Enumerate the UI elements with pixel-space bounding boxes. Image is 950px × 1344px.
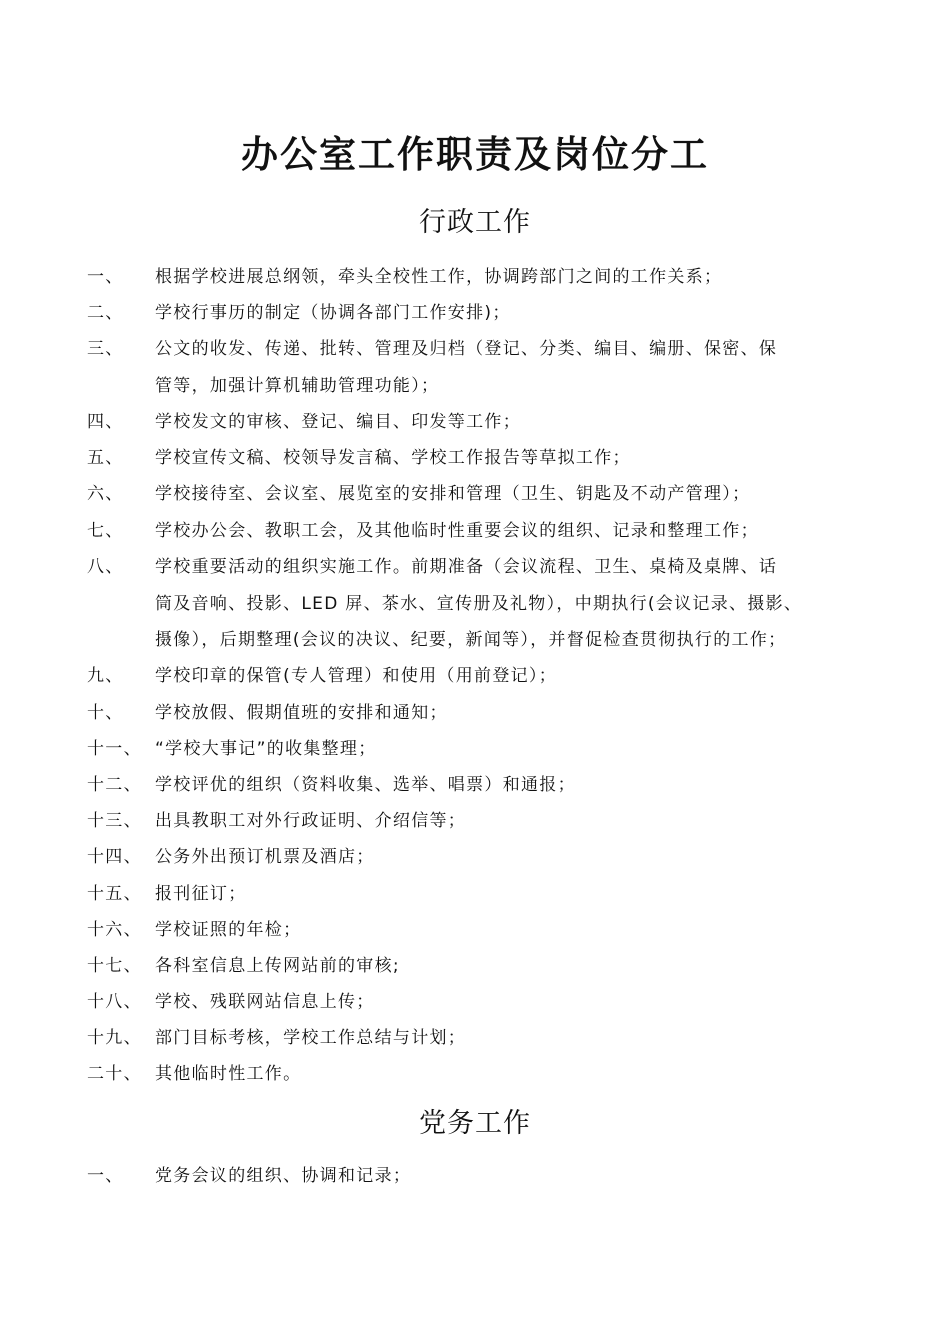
item-text: 部门目标考核，学校工作总结与计划； [155,1028,467,1048]
item-text: 公务外出预订机票及酒店； [155,847,375,867]
item-number: 十七、 [87,956,142,976]
section-heading-party: 党务工作 [419,1108,531,1139]
item-text: 党务会议的组织、协调和记录； [155,1166,412,1186]
item-number: 九、 [87,666,124,686]
item-text: 学校发文的审核、登记、编目、印发等工作； [155,412,521,432]
item-text: 各科室信息上传网站前的审核; [155,956,400,976]
item-number: 十六、 [87,920,142,940]
item-number: 四、 [87,412,124,432]
item-number: 十八、 [87,992,142,1012]
item-text: 学校行事历的制定（协调各部门工作安排)； [155,303,511,323]
item-text: 出具教职工对外行政证明、介绍信等； [155,811,467,831]
item-text: 学校、残联网站信息上传； [155,992,375,1012]
item-number: 十九、 [87,1028,142,1048]
document-title: 办公室工作职责及岗位分工 [241,132,709,176]
item-text: 学校办公会、教职工会，及其他临时性重要会议的组织、记录和整理工作； [155,521,759,541]
item-number: 五、 [87,448,124,468]
item-text: 学校宣传文稿、校领导发言稿、学校工作报告等草拟工作； [155,448,631,468]
item-number: 十二、 [87,775,142,795]
item-text: 学校接待室、会议室、展览室的安排和管理（卫生、钥匙及不动产管理）； [155,484,751,504]
item-number: 八、 [87,557,124,577]
item-number: 七、 [87,521,124,541]
item-number: 十四、 [87,847,142,867]
item-number: 六、 [87,484,124,504]
item-text: 学校重要活动的组织实施工作。前期准备（会议流程、卫生、桌椅及桌牌、话 筒及音响、投影、LED 屏、茶水、宣传册及礼物），中期执行(会议记录、摄影、 摄像），后期整理(会议的决议、纪要，新闻等），并督促检查贯彻执行的工作； [155,557,803,650]
item-number: 三、 [87,339,124,359]
item-text: 其他临时性工作。 [155,1064,302,1084]
item-text: 学校放假、假期值班的安排和通知； [155,703,448,723]
item-text: 学校证照的年检； [155,920,302,940]
item-text: “学校大事记”的收集整理； [155,739,377,759]
item-text: 公文的收发、传递、批转、管理及归档（登记、分类、编目、编册、保密、保 管等，加强计算机辅助管理功能）； [155,339,778,396]
item-number: 一、 [87,1166,124,1186]
item-number: 十五、 [87,884,142,904]
item-text: 报刊征订； [155,884,247,904]
item-number: 十、 [87,703,124,723]
section-heading-admin: 行政工作 [419,207,531,238]
item-text: 学校印章的保管(专人管理）和使用（用前登记）； [155,666,558,686]
item-text: 学校评优的组织（资料收集、选举、唱票）和通报； [155,775,576,795]
item-number: 二十、 [87,1064,142,1084]
item-text: 根据学校进展总纲领，牵头全校性工作，协调跨部门之间的工作关系； [155,267,723,287]
item-number: 一、 [87,267,124,287]
item-number: 二、 [87,303,124,323]
item-number: 十三、 [87,811,142,831]
item-number: 十一、 [87,739,142,759]
